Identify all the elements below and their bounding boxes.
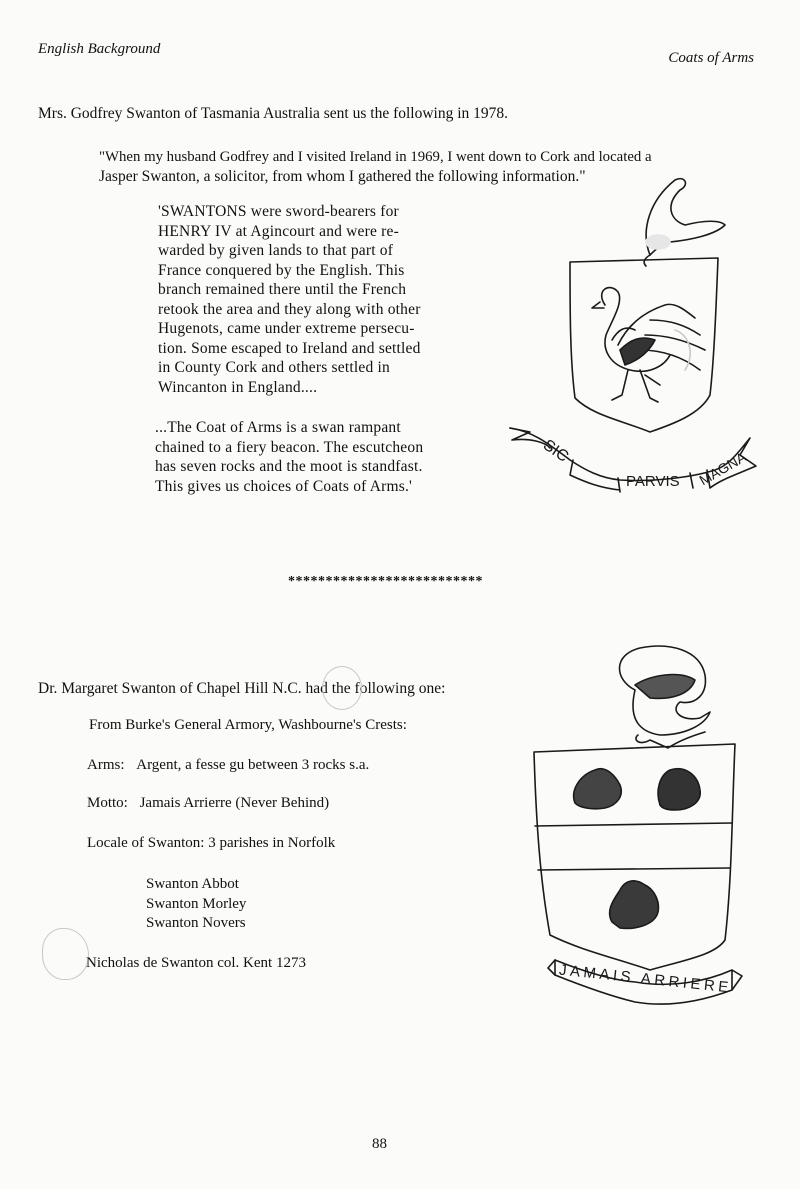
motto-word: SIC [539,436,572,466]
section-separator: ************************** [288,574,483,589]
para2-line: has seven rocks and the moot is standfast. [155,458,423,475]
section2-intro: Dr. Margaret Swanton of Chapel Hill N.C. had the following one: [38,680,446,697]
motto-text: JAMAIS ARRIERE [558,961,730,997]
para1-line: HENRY IV at Agincourt and were re- [158,222,399,240]
quote-paragraph-1 [158,202,478,397]
quote-line-2: Jasper Swanton, a solicitor, from whom I gathered the following information." [99,168,586,185]
para1-line: branch remained there until the French [158,281,407,298]
rocks-coat-of-arms-drawing [520,640,760,1025]
quote-line-1: "When my husband Godfrey and I visited Ireland in 1969, I went down to Cork and located a [99,149,652,165]
para1-line: Wincanton in England.... [158,378,318,396]
arms-line [87,757,369,774]
rock-icon [574,769,622,809]
para1-line: 'SWANTONS were sword-bearers for [158,203,399,220]
quote-paragraph-2 [155,418,475,496]
arms-value: Argent, a fesse gu between 3 rocks s.a. [136,757,370,773]
para1-line: retook the area and they along with other [158,300,421,318]
motto-label: Motto: [87,795,128,811]
para2-line: ...The Coat of Arms is a swan rampant [155,419,401,436]
para1-line: in County Cork and others settled in [158,359,390,376]
section1-intro: Mrs. Godfrey Swanton of Tasmania Australia sent us the following in 1978. [38,105,509,122]
page-number: 88 [372,1136,387,1152]
parish-item: Swanton Morley [146,895,247,912]
motto-word: MAGNA [696,448,749,489]
crest-helm-icon [619,646,710,748]
para2-line: This gives us choices of Coats of Arms.' [155,477,413,495]
rock-icon [658,769,700,810]
parish-list [146,875,246,934]
para2-line: chained to a fiery beacon. The escutcheon [155,438,424,456]
locale-line: Locale of Swanton: 3 parishes in Norfolk [87,835,336,851]
para1-line: Hugenots, came under extreme persecu- [158,320,415,337]
header-right: Coats of Arms [668,50,754,66]
rock-icon [610,881,659,929]
arms-label: Arms: [87,757,125,773]
parish-item: Swanton Abbot [146,876,239,892]
para1-line: tion. Some escaped to Ireland and settled [158,339,421,357]
page-smudge [322,666,362,710]
parish-item: Swanton Novers [146,915,246,931]
source-line: From Burke's General Armory, Washbourne's Crests: [89,717,407,733]
swan-coat-of-arms-drawing [500,170,760,500]
page-smudge [42,928,89,980]
motto-value: Jamais Arrierre (Never Behind) [139,795,330,811]
swan-rampant-icon [592,288,705,402]
motto-line [87,795,329,812]
nicholas-line: Nicholas de Swanton col. Kent 1273 [86,955,306,971]
para1-line: warded by given lands to that part of [158,242,394,259]
header-left: English Background [38,41,161,57]
motto-word: PARVIS [626,473,680,490]
shield-outline [534,744,735,970]
para1-line: France conquered by the English. This [158,261,405,279]
